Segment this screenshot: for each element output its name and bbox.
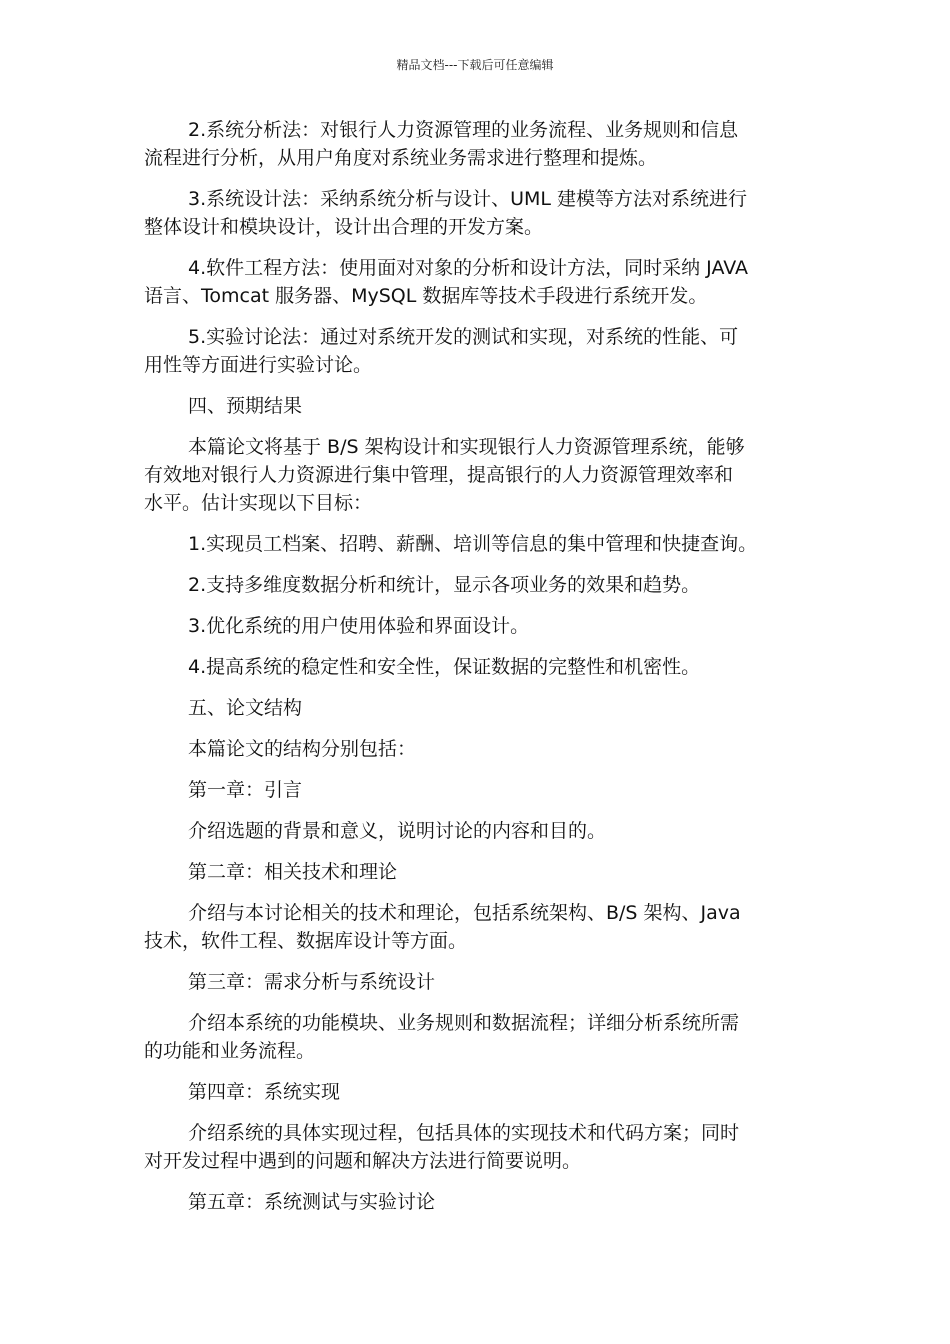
- chapter-heading-5: 第五章：系统测试与实验讨论: [188, 1191, 436, 1213]
- paragraph-method-4: 4.软件工程方法：使用面对对象的分析和设计方法，同时采纳 JAVA 语言、Tomcat 服务器、MySQL 数据库等技术手段进行系统开发。: [144, 257, 749, 307]
- paragraph-structure-intro: 本篇论文的结构分别包括：: [188, 738, 417, 760]
- chapter-heading-3: 第三章：需求分析与系统设计: [188, 971, 436, 993]
- chapter-description-2: 介绍与本讨论相关的技术和理论，包括系统架构、B/S 架构、Java 技术，软件工程、数据库设计等方面。: [144, 902, 741, 952]
- paragraph-expected-intro: 本篇论文将基于 B/S 架构设计和实现银行人力资源管理系统，能够 有效地对银行人力资源进行集中管理，提高银行的人力资源管理效率和 水平。估计实现以下目标：: [144, 436, 745, 514]
- chapter-heading-1: 第一章：引言: [188, 779, 303, 801]
- goal-item-3: 3.优化系统的用户使用体验和界面设计。: [188, 615, 530, 637]
- page-header: 精品文档---下载后可任意编辑: [396, 58, 554, 72]
- chapter-description-1: 介绍选题的背景和意义，说明讨论的内容和目的。: [188, 820, 607, 842]
- goal-item-2: 2.支持多维度数据分析和统计，显示各项业务的效果和趋势。: [188, 574, 701, 596]
- paragraph-method-5: 5.实验讨论法：通过对系统开发的测试和实现，对系统的性能、可 用性等方面进行实验讨论。: [144, 326, 739, 376]
- paragraph-method-2: 2.系统分析法：对银行人力资源管理的业务流程、业务规则和信息 流程进行分析，从用户角度对系统业务需求进行整理和提炼。: [144, 119, 739, 169]
- chapter-heading-4: 第四章：系统实现: [188, 1081, 341, 1103]
- document-body: [144, 116, 806, 1229]
- goal-item-1: 1.实现员工档案、招聘、薪酬、培训等信息的集中管理和快捷查询。: [188, 533, 758, 555]
- goal-item-4: 4.提高系统的稳定性和安全性，保证数据的完整性和机密性。: [188, 656, 701, 678]
- section-heading-expected-results: 四、预期结果: [188, 395, 303, 417]
- section-heading-thesis-structure: 五、论文结构: [188, 697, 303, 719]
- chapter-description-4: 介绍系统的具体实现过程，包括具体的实现技术和代码方案；同时 对开发过程中遇到的问题和解决方法进行简要说明。: [144, 1122, 740, 1172]
- chapter-description-3: 介绍本系统的功能模块、业务规则和数据流程；详细分析系统所需 的功能和业务流程。: [144, 1012, 740, 1062]
- chapter-heading-2: 第二章：相关技术和理论: [188, 861, 398, 883]
- paragraph-method-3: 3.系统设计法：采纳系统分析与设计、UML 建模等方法对系统进行 整体设计和模块设计，设计出合理的开发方案。: [144, 188, 748, 238]
